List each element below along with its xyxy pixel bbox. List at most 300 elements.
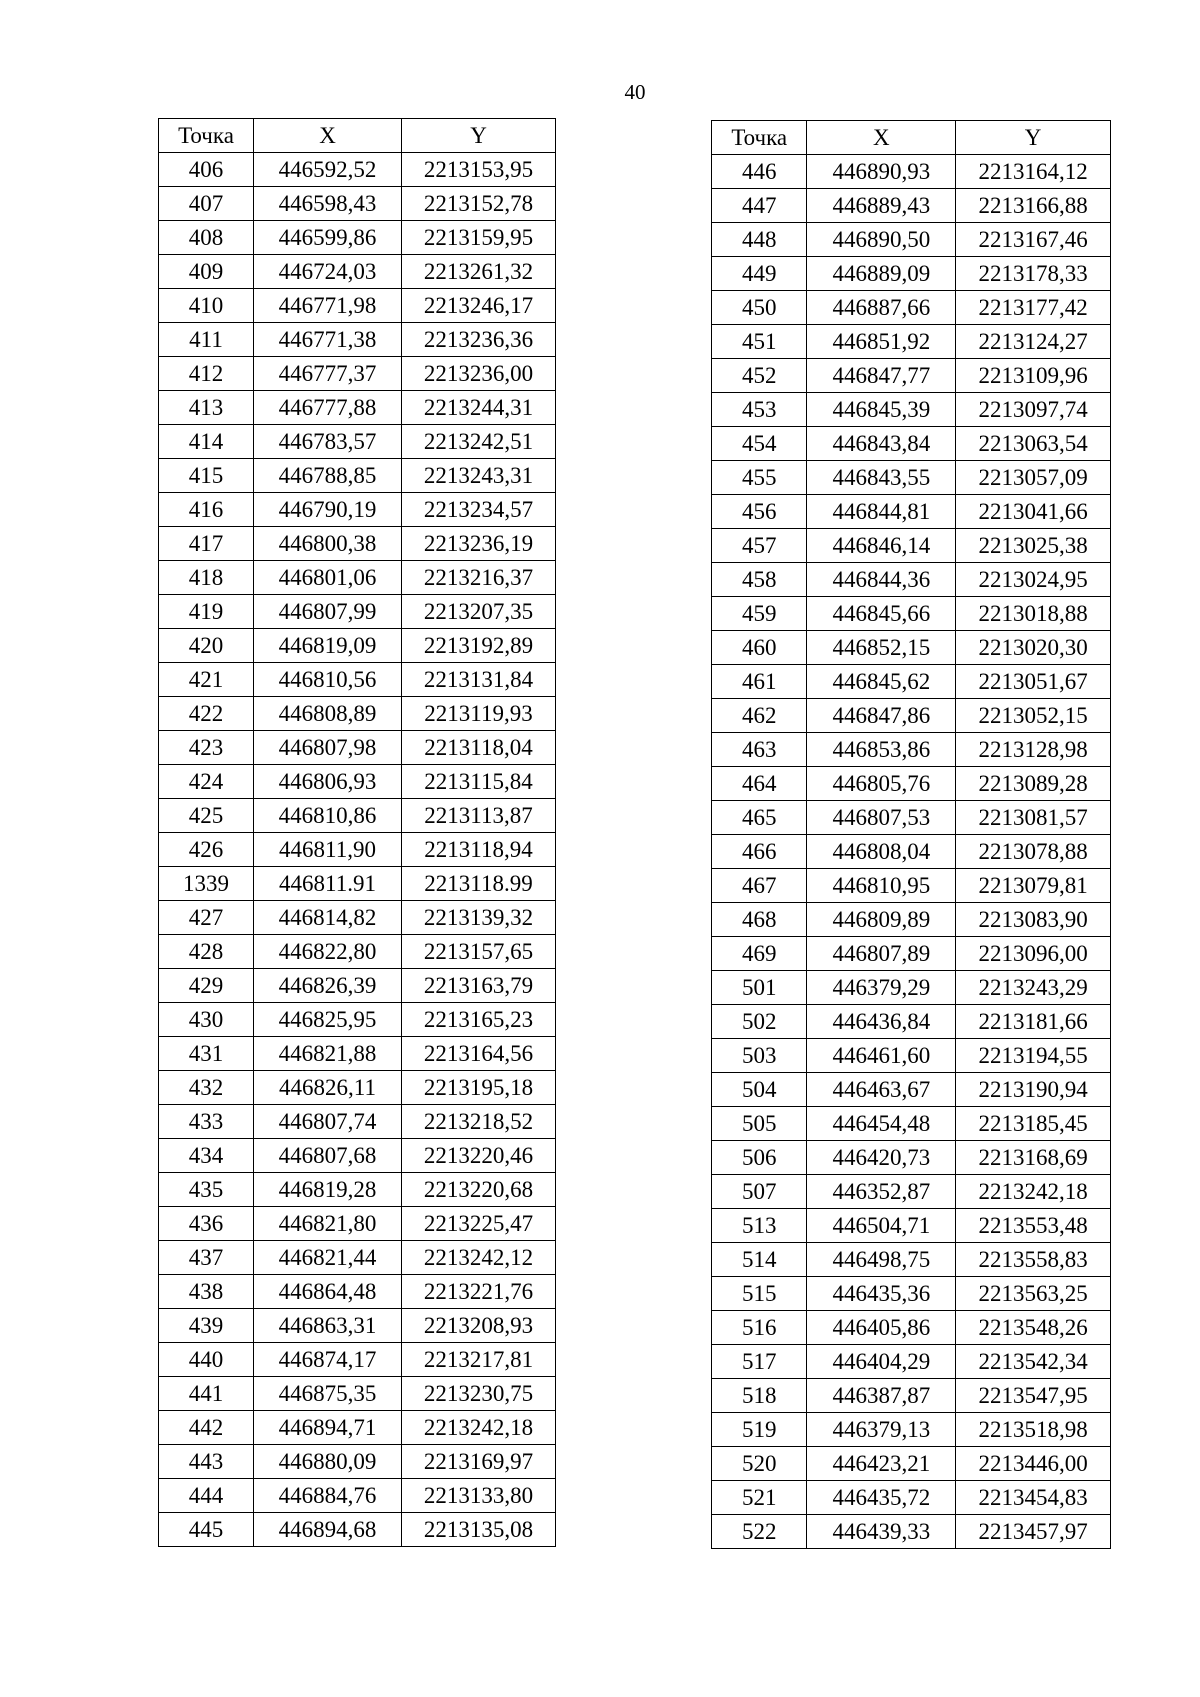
x-cell: 446844,81 bbox=[807, 495, 956, 529]
x-cell: 446807,74 bbox=[254, 1105, 402, 1139]
table-row bbox=[712, 699, 1111, 733]
header-y: Y bbox=[402, 119, 556, 153]
x-cell: 446810,95 bbox=[807, 869, 956, 903]
x-cell: 446436,84 bbox=[807, 1005, 956, 1039]
table-row bbox=[159, 1105, 556, 1139]
x-cell: 446592,52 bbox=[254, 153, 402, 187]
y-cell: 2213089,28 bbox=[956, 767, 1111, 801]
point-cell: 446 bbox=[712, 155, 807, 189]
x-cell: 446847,77 bbox=[807, 359, 956, 393]
x-cell: 446826,39 bbox=[254, 969, 402, 1003]
point-cell: 440 bbox=[159, 1343, 254, 1377]
table-header-row bbox=[712, 121, 1111, 155]
y-cell: 2213051,67 bbox=[956, 665, 1111, 699]
x-cell: 446808,04 bbox=[807, 835, 956, 869]
point-cell: 521 bbox=[712, 1481, 807, 1515]
point-cell: 449 bbox=[712, 257, 807, 291]
y-cell: 2213118.99 bbox=[402, 867, 556, 901]
x-cell: 446874,17 bbox=[254, 1343, 402, 1377]
x-cell: 446844,36 bbox=[807, 563, 956, 597]
x-cell: 446504,71 bbox=[807, 1209, 956, 1243]
x-cell: 446890,93 bbox=[807, 155, 956, 189]
table-row bbox=[159, 323, 556, 357]
y-cell: 2213109,96 bbox=[956, 359, 1111, 393]
x-cell: 446805,76 bbox=[807, 767, 956, 801]
x-cell: 446463,67 bbox=[807, 1073, 956, 1107]
table-row bbox=[159, 1445, 556, 1479]
point-cell: 520 bbox=[712, 1447, 807, 1481]
table-row bbox=[712, 1481, 1111, 1515]
y-cell: 2213079,81 bbox=[956, 869, 1111, 903]
y-cell: 2213063,54 bbox=[956, 427, 1111, 461]
table-row bbox=[712, 563, 1111, 597]
table-row bbox=[712, 1345, 1111, 1379]
x-cell: 446821,80 bbox=[254, 1207, 402, 1241]
point-cell: 469 bbox=[712, 937, 807, 971]
table-row bbox=[159, 595, 556, 629]
point-cell: 430 bbox=[159, 1003, 254, 1037]
y-cell: 2213236,36 bbox=[402, 323, 556, 357]
point-cell: 417 bbox=[159, 527, 254, 561]
x-cell: 446811.91 bbox=[254, 867, 402, 901]
table-row bbox=[159, 1071, 556, 1105]
coordinates-table-right bbox=[711, 120, 1111, 1549]
table-row bbox=[712, 223, 1111, 257]
table-row bbox=[712, 1379, 1111, 1413]
table-row bbox=[159, 969, 556, 1003]
point-cell: 434 bbox=[159, 1139, 254, 1173]
table-row bbox=[712, 665, 1111, 699]
y-cell: 2213164,12 bbox=[956, 155, 1111, 189]
y-cell: 2213454,83 bbox=[956, 1481, 1111, 1515]
x-cell: 446845,66 bbox=[807, 597, 956, 631]
coordinates-table-left bbox=[158, 118, 556, 1547]
y-cell: 2213113,87 bbox=[402, 799, 556, 833]
x-cell: 446847,86 bbox=[807, 699, 956, 733]
point-cell: 522 bbox=[712, 1515, 807, 1549]
y-cell: 2213128,98 bbox=[956, 733, 1111, 767]
x-cell: 446846,14 bbox=[807, 529, 956, 563]
x-cell: 446724,03 bbox=[254, 255, 402, 289]
y-cell: 2213230,75 bbox=[402, 1377, 556, 1411]
table-row bbox=[159, 255, 556, 289]
y-cell: 2213159,95 bbox=[402, 221, 556, 255]
y-cell: 2213135,08 bbox=[402, 1513, 556, 1547]
header-point: Точка bbox=[712, 121, 807, 155]
x-cell: 446852,15 bbox=[807, 631, 956, 665]
point-cell: 448 bbox=[712, 223, 807, 257]
point-cell: 460 bbox=[712, 631, 807, 665]
x-cell: 446807,68 bbox=[254, 1139, 402, 1173]
point-cell: 514 bbox=[712, 1243, 807, 1277]
y-cell: 2213097,74 bbox=[956, 393, 1111, 427]
point-cell: 437 bbox=[159, 1241, 254, 1275]
y-cell: 2213220,68 bbox=[402, 1173, 556, 1207]
point-cell: 454 bbox=[712, 427, 807, 461]
x-cell: 446777,88 bbox=[254, 391, 402, 425]
x-cell: 446894,68 bbox=[254, 1513, 402, 1547]
point-cell: 519 bbox=[712, 1413, 807, 1447]
table-row bbox=[159, 731, 556, 765]
y-cell: 2213563,25 bbox=[956, 1277, 1111, 1311]
y-cell: 2213157,65 bbox=[402, 935, 556, 969]
table-row bbox=[159, 1173, 556, 1207]
table-row bbox=[159, 1411, 556, 1445]
x-cell: 446771,98 bbox=[254, 289, 402, 323]
y-cell: 2213167,46 bbox=[956, 223, 1111, 257]
x-cell: 446379,13 bbox=[807, 1413, 956, 1447]
table-row bbox=[159, 561, 556, 595]
x-cell: 446788,85 bbox=[254, 459, 402, 493]
point-cell: 447 bbox=[712, 189, 807, 223]
y-cell: 2213547,95 bbox=[956, 1379, 1111, 1413]
table-row bbox=[159, 935, 556, 969]
table-row bbox=[712, 733, 1111, 767]
x-cell: 446439,33 bbox=[807, 1515, 956, 1549]
header-x: X bbox=[254, 119, 402, 153]
table-row bbox=[712, 1311, 1111, 1345]
y-cell: 2213163,79 bbox=[402, 969, 556, 1003]
y-cell: 2213195,18 bbox=[402, 1071, 556, 1105]
point-cell: 465 bbox=[712, 801, 807, 835]
table-row bbox=[712, 801, 1111, 835]
point-cell: 517 bbox=[712, 1345, 807, 1379]
table-row bbox=[712, 869, 1111, 903]
table-header-row bbox=[159, 119, 556, 153]
table-row bbox=[159, 221, 556, 255]
point-cell: 418 bbox=[159, 561, 254, 595]
table-row bbox=[712, 1039, 1111, 1073]
table-row bbox=[712, 257, 1111, 291]
y-cell: 2213118,04 bbox=[402, 731, 556, 765]
y-cell: 2213553,48 bbox=[956, 1209, 1111, 1243]
y-cell: 2213052,15 bbox=[956, 699, 1111, 733]
x-cell: 446821,44 bbox=[254, 1241, 402, 1275]
x-cell: 446423,21 bbox=[807, 1447, 956, 1481]
y-cell: 2213218,52 bbox=[402, 1105, 556, 1139]
x-cell: 446810,56 bbox=[254, 663, 402, 697]
y-cell: 2213518,98 bbox=[956, 1413, 1111, 1447]
x-cell: 446809,89 bbox=[807, 903, 956, 937]
table-row bbox=[159, 833, 556, 867]
x-cell: 446454,48 bbox=[807, 1107, 956, 1141]
y-cell: 2213096,00 bbox=[956, 937, 1111, 971]
x-cell: 446819,09 bbox=[254, 629, 402, 663]
x-cell: 446379,29 bbox=[807, 971, 956, 1005]
point-cell: 423 bbox=[159, 731, 254, 765]
point-cell: 438 bbox=[159, 1275, 254, 1309]
point-cell: 432 bbox=[159, 1071, 254, 1105]
x-cell: 446435,72 bbox=[807, 1481, 956, 1515]
y-cell: 2213216,37 bbox=[402, 561, 556, 595]
y-cell: 2213242,51 bbox=[402, 425, 556, 459]
point-cell: 503 bbox=[712, 1039, 807, 1073]
table-row bbox=[159, 1479, 556, 1513]
header-x: X bbox=[807, 121, 956, 155]
x-cell: 446420,73 bbox=[807, 1141, 956, 1175]
point-cell: 411 bbox=[159, 323, 254, 357]
point-cell: 429 bbox=[159, 969, 254, 1003]
y-cell: 2213131,84 bbox=[402, 663, 556, 697]
table-row bbox=[712, 1005, 1111, 1039]
point-cell: 461 bbox=[712, 665, 807, 699]
table-row bbox=[159, 663, 556, 697]
table-row bbox=[712, 1141, 1111, 1175]
table-row bbox=[159, 425, 556, 459]
point-cell: 502 bbox=[712, 1005, 807, 1039]
point-cell: 515 bbox=[712, 1277, 807, 1311]
point-cell: 501 bbox=[712, 971, 807, 1005]
point-cell: 506 bbox=[712, 1141, 807, 1175]
x-cell: 446783,57 bbox=[254, 425, 402, 459]
x-cell: 446771,38 bbox=[254, 323, 402, 357]
y-cell: 2213166,88 bbox=[956, 189, 1111, 223]
header-y: Y bbox=[956, 121, 1111, 155]
x-cell: 446889,09 bbox=[807, 257, 956, 291]
y-cell: 2213025,38 bbox=[956, 529, 1111, 563]
y-cell: 2213168,69 bbox=[956, 1141, 1111, 1175]
point-cell: 445 bbox=[159, 1513, 254, 1547]
point-cell: 424 bbox=[159, 765, 254, 799]
table-row bbox=[712, 937, 1111, 971]
x-cell: 446807,53 bbox=[807, 801, 956, 835]
y-cell: 2213242,12 bbox=[402, 1241, 556, 1275]
point-cell: 457 bbox=[712, 529, 807, 563]
point-cell: 433 bbox=[159, 1105, 254, 1139]
table-row bbox=[712, 1515, 1111, 1549]
table-row bbox=[712, 1277, 1111, 1311]
table-row bbox=[712, 529, 1111, 563]
point-cell: 441 bbox=[159, 1377, 254, 1411]
table-row bbox=[712, 631, 1111, 665]
y-cell: 2213192,89 bbox=[402, 629, 556, 663]
point-cell: 443 bbox=[159, 1445, 254, 1479]
point-cell: 458 bbox=[712, 563, 807, 597]
table-body-right bbox=[712, 155, 1111, 1549]
point-cell: 431 bbox=[159, 1037, 254, 1071]
y-cell: 2213057,09 bbox=[956, 461, 1111, 495]
table-row bbox=[712, 1413, 1111, 1447]
point-cell: 466 bbox=[712, 835, 807, 869]
y-cell: 2213542,34 bbox=[956, 1345, 1111, 1379]
y-cell: 2213217,81 bbox=[402, 1343, 556, 1377]
y-cell: 2213225,47 bbox=[402, 1207, 556, 1241]
point-cell: 450 bbox=[712, 291, 807, 325]
point-cell: 414 bbox=[159, 425, 254, 459]
x-cell: 446807,89 bbox=[807, 937, 956, 971]
point-cell: 426 bbox=[159, 833, 254, 867]
x-cell: 446790,19 bbox=[254, 493, 402, 527]
point-cell: 407 bbox=[159, 187, 254, 221]
table-row bbox=[712, 155, 1111, 189]
x-cell: 446880,09 bbox=[254, 1445, 402, 1479]
point-cell: 452 bbox=[712, 359, 807, 393]
table-row bbox=[712, 1175, 1111, 1209]
y-cell: 2213243,31 bbox=[402, 459, 556, 493]
x-cell: 446825,95 bbox=[254, 1003, 402, 1037]
x-cell: 446894,71 bbox=[254, 1411, 402, 1445]
x-cell: 446851,92 bbox=[807, 325, 956, 359]
table-row bbox=[159, 1377, 556, 1411]
point-cell: 462 bbox=[712, 699, 807, 733]
x-cell: 446800,38 bbox=[254, 527, 402, 561]
table-row bbox=[159, 1003, 556, 1037]
point-cell: 416 bbox=[159, 493, 254, 527]
x-cell: 446863,31 bbox=[254, 1309, 402, 1343]
point-cell: 513 bbox=[712, 1209, 807, 1243]
point-cell: 444 bbox=[159, 1479, 254, 1513]
table-row bbox=[159, 1513, 556, 1547]
y-cell: 2213242,18 bbox=[402, 1411, 556, 1445]
table-row bbox=[159, 1343, 556, 1377]
y-cell: 2213181,66 bbox=[956, 1005, 1111, 1039]
point-cell: 406 bbox=[159, 153, 254, 187]
table-row bbox=[712, 971, 1111, 1005]
x-cell: 446387,87 bbox=[807, 1379, 956, 1413]
point-cell: 420 bbox=[159, 629, 254, 663]
x-cell: 446843,84 bbox=[807, 427, 956, 461]
point-cell: 504 bbox=[712, 1073, 807, 1107]
y-cell: 2213169,97 bbox=[402, 1445, 556, 1479]
x-cell: 446884,76 bbox=[254, 1479, 402, 1513]
x-cell: 446875,35 bbox=[254, 1377, 402, 1411]
point-cell: 518 bbox=[712, 1379, 807, 1413]
point-cell: 421 bbox=[159, 663, 254, 697]
x-cell: 446819,28 bbox=[254, 1173, 402, 1207]
y-cell: 2213194,55 bbox=[956, 1039, 1111, 1073]
table-row bbox=[159, 1139, 556, 1173]
point-cell: 451 bbox=[712, 325, 807, 359]
x-cell: 446826,11 bbox=[254, 1071, 402, 1105]
table-body-left bbox=[159, 153, 556, 1547]
table-row bbox=[712, 461, 1111, 495]
point-cell: 1339 bbox=[159, 867, 254, 901]
point-cell: 409 bbox=[159, 255, 254, 289]
x-cell: 446843,55 bbox=[807, 461, 956, 495]
point-cell: 459 bbox=[712, 597, 807, 631]
table-row bbox=[712, 427, 1111, 461]
point-cell: 468 bbox=[712, 903, 807, 937]
x-cell: 446405,86 bbox=[807, 1311, 956, 1345]
table-row bbox=[712, 835, 1111, 869]
x-cell: 446461,60 bbox=[807, 1039, 956, 1073]
point-cell: 410 bbox=[159, 289, 254, 323]
x-cell: 446864,48 bbox=[254, 1275, 402, 1309]
y-cell: 2213024,95 bbox=[956, 563, 1111, 597]
x-cell: 446352,87 bbox=[807, 1175, 956, 1209]
x-cell: 446889,43 bbox=[807, 189, 956, 223]
x-cell: 446404,29 bbox=[807, 1345, 956, 1379]
table-row bbox=[712, 1209, 1111, 1243]
x-cell: 446822,80 bbox=[254, 935, 402, 969]
table-row bbox=[712, 393, 1111, 427]
header-point: Точка bbox=[159, 119, 254, 153]
table-row bbox=[159, 527, 556, 561]
table-row bbox=[159, 901, 556, 935]
table-row bbox=[159, 867, 556, 901]
y-cell: 2213208,93 bbox=[402, 1309, 556, 1343]
point-cell: 412 bbox=[159, 357, 254, 391]
y-cell: 2213261,32 bbox=[402, 255, 556, 289]
point-cell: 427 bbox=[159, 901, 254, 935]
x-cell: 446777,37 bbox=[254, 357, 402, 391]
table-row bbox=[712, 291, 1111, 325]
table-row bbox=[159, 1037, 556, 1071]
x-cell: 446807,99 bbox=[254, 595, 402, 629]
y-cell: 2213020,30 bbox=[956, 631, 1111, 665]
y-cell: 2213081,57 bbox=[956, 801, 1111, 835]
y-cell: 2213165,23 bbox=[402, 1003, 556, 1037]
table-row bbox=[159, 1241, 556, 1275]
y-cell: 2213164,56 bbox=[402, 1037, 556, 1071]
y-cell: 2213139,32 bbox=[402, 901, 556, 935]
y-cell: 2213190,94 bbox=[956, 1073, 1111, 1107]
table-row bbox=[159, 459, 556, 493]
y-cell: 2213246,17 bbox=[402, 289, 556, 323]
y-cell: 2213234,57 bbox=[402, 493, 556, 527]
x-cell: 446498,75 bbox=[807, 1243, 956, 1277]
y-cell: 2213152,78 bbox=[402, 187, 556, 221]
table-row bbox=[712, 767, 1111, 801]
point-cell: 463 bbox=[712, 733, 807, 767]
y-cell: 2213041,66 bbox=[956, 495, 1111, 529]
table-row bbox=[159, 1207, 556, 1241]
y-cell: 2213133,80 bbox=[402, 1479, 556, 1513]
point-cell: 436 bbox=[159, 1207, 254, 1241]
y-cell: 2213236,00 bbox=[402, 357, 556, 391]
point-cell: 428 bbox=[159, 935, 254, 969]
table-row bbox=[159, 799, 556, 833]
y-cell: 2213236,19 bbox=[402, 527, 556, 561]
x-cell: 446887,66 bbox=[807, 291, 956, 325]
point-cell: 516 bbox=[712, 1311, 807, 1345]
x-cell: 446807,98 bbox=[254, 731, 402, 765]
table-row bbox=[712, 189, 1111, 223]
table-row bbox=[159, 391, 556, 425]
y-cell: 2213446,00 bbox=[956, 1447, 1111, 1481]
y-cell: 2213242,18 bbox=[956, 1175, 1111, 1209]
y-cell: 2213115,84 bbox=[402, 765, 556, 799]
point-cell: 464 bbox=[712, 767, 807, 801]
y-cell: 2213548,26 bbox=[956, 1311, 1111, 1345]
x-cell: 446810,86 bbox=[254, 799, 402, 833]
x-cell: 446808,89 bbox=[254, 697, 402, 731]
table-row bbox=[159, 629, 556, 663]
y-cell: 2213119,93 bbox=[402, 697, 556, 731]
table-row bbox=[159, 1309, 556, 1343]
table-row bbox=[159, 493, 556, 527]
point-cell: 413 bbox=[159, 391, 254, 425]
y-cell: 2213185,45 bbox=[956, 1107, 1111, 1141]
y-cell: 2213243,29 bbox=[956, 971, 1111, 1005]
table-row bbox=[712, 1073, 1111, 1107]
y-cell: 2213083,90 bbox=[956, 903, 1111, 937]
table-row bbox=[159, 153, 556, 187]
point-cell: 467 bbox=[712, 869, 807, 903]
table-row bbox=[712, 903, 1111, 937]
point-cell: 456 bbox=[712, 495, 807, 529]
table-row bbox=[712, 1243, 1111, 1277]
x-cell: 446890,50 bbox=[807, 223, 956, 257]
table-row bbox=[159, 187, 556, 221]
table-row bbox=[159, 765, 556, 799]
point-cell: 435 bbox=[159, 1173, 254, 1207]
x-cell: 446435,36 bbox=[807, 1277, 956, 1311]
x-cell: 446806,93 bbox=[254, 765, 402, 799]
point-cell: 455 bbox=[712, 461, 807, 495]
x-cell: 446801,06 bbox=[254, 561, 402, 595]
table-row bbox=[712, 1447, 1111, 1481]
